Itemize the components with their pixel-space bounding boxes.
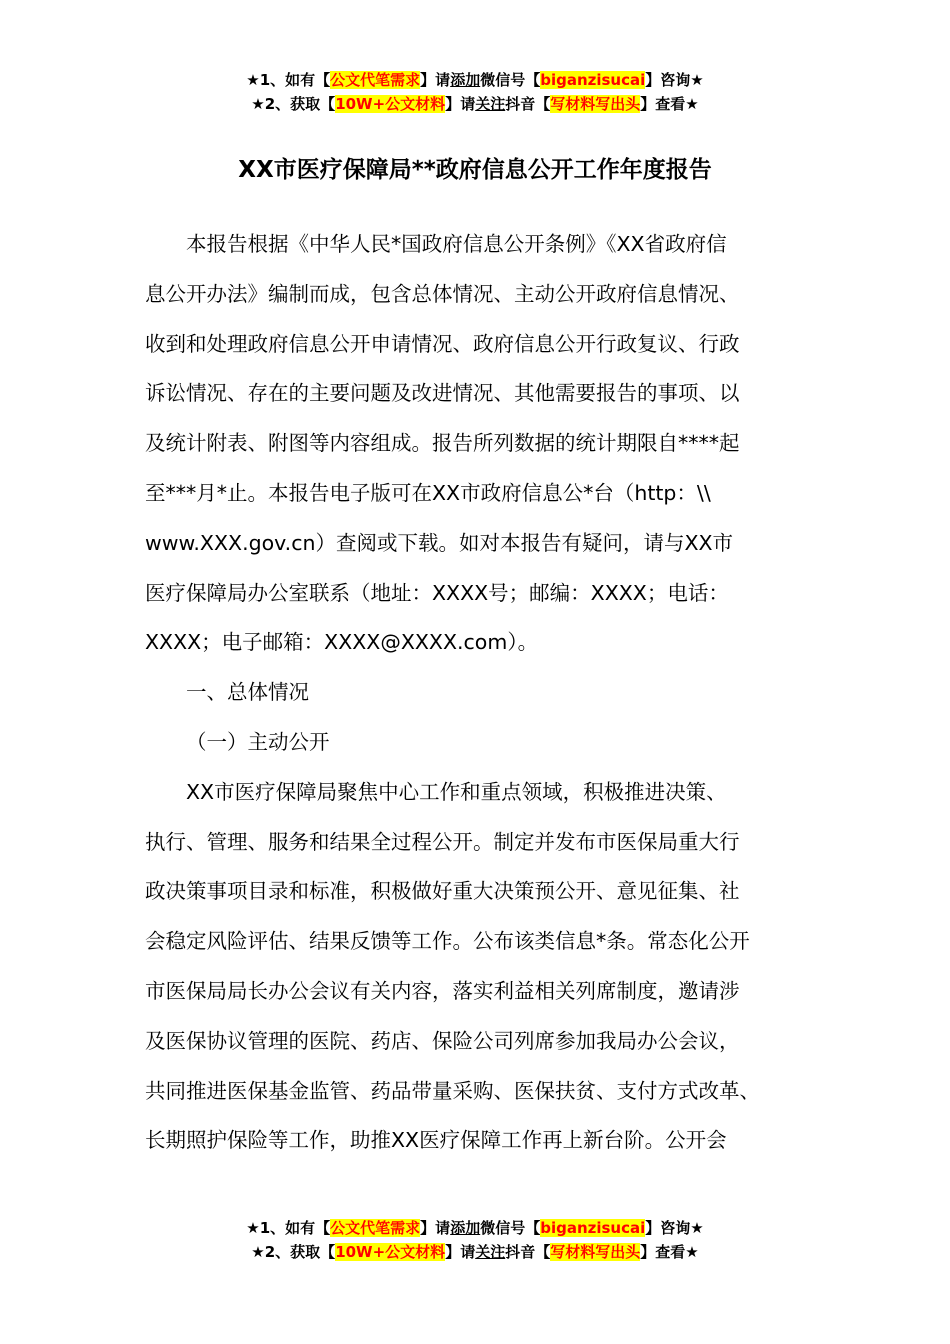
text-line: www.XXX.gov.cn）查阅或下载。如对本报告有疑问，请与XX市 [145,530,734,555]
body-paragraph [145,768,810,1166]
text-line: 市医保局局长办公会议有关内容，落实利益相关列席制度，邀请涉 [145,978,740,1003]
text-line: 执行、管理、服务和结果全过程公开。制定并发布市医保局重大行 [145,829,740,854]
banner-underline: 关注 [475,1243,506,1261]
banner-line-1 [0,68,950,92]
footer-banner [0,1216,950,1264]
header-banner [0,68,950,116]
section-heading-2: （一）主动公开 [186,729,330,754]
banner-text: 】请 [445,1243,476,1261]
banner-highlight-douyin: 写材料写出头 [550,1243,641,1261]
text-line: 诉讼情况、存在的主要问题及改进情况、其他需要报告的事项、以 [145,381,740,406]
banner-text: 抖音【 [505,1243,551,1261]
text-line: 至***月*止。本报告电子版可在XX市政府信息公*台（http：\\ [145,480,711,505]
section-heading-1: 一、总体情况 [186,680,309,705]
banner-highlight-wechat: biganzisucai [540,1219,646,1237]
banner-text: 微信号【 [480,71,541,89]
banner-highlight-wechat: biganzisucai [540,71,646,89]
banner-text: 】查看★ [640,95,699,113]
banner-line-2 [0,92,950,116]
banner-highlight-douyin: 写材料写出头 [550,95,641,113]
banner-line-2 [0,1240,950,1264]
text-line: 会稳定风险评估、结果反馈等工作。公布该类信息*条。常态化公开 [145,929,750,954]
document-title: XX市医疗保障局**政府信息公开工作年度报告 [238,157,712,183]
banner-text: ★1、如有【 [246,1219,331,1237]
text-line: 长期照护保险等工作，助推XX医疗保障工作再上新台阶。公开会 [145,1128,727,1153]
banner-text: 】请 [420,1219,451,1237]
document-body [145,220,810,1166]
banner-highlight-service: 公文代笔需求 [330,71,421,89]
banner-line-1 [0,1216,950,1240]
banner-text: ★1、如有【 [246,71,331,89]
banner-highlight-service: 公文代笔需求 [330,1219,421,1237]
text-line: 医疗保障局办公室联系（地址：XXXX号；邮编：XXXX；电话： [145,580,729,605]
banner-underline: 关注 [475,95,506,113]
banner-underline: 添加 [450,1219,481,1237]
banner-highlight-materials: 10W+公文材料 [335,1243,446,1261]
text-line: 及医保协议管理的医院、药店、保险公司列席参加我局办公会议， [145,1028,740,1053]
banner-text: 】咨询★ [645,1219,704,1237]
text-line: 共同推进医保基金监管、药品带量采购、医保扶贫、支付方式改革、 [145,1078,760,1103]
banner-highlight-materials: 10W+公文材料 [335,95,446,113]
banner-text: 】查看★ [640,1243,699,1261]
banner-text: 】请 [420,71,451,89]
text-line: 政决策事项目录和标准，积极做好重大决策预公开、意见征集、社 [145,879,740,904]
banner-text: 】请 [445,95,476,113]
intro-paragraph [145,220,810,668]
banner-text: 微信号【 [480,1219,541,1237]
banner-underline: 添加 [450,71,481,89]
banner-text: 抖音【 [505,95,551,113]
text-line: 息公开办法》编制而成，包含总体情况、主动公开政府信息情况、 [145,281,740,306]
text-line: XXXX；电子邮箱：XXXX@XXXX.com）。 [145,630,539,655]
text-line: 收到和处理政府信息公开申请情况、政府信息公开行政复议、行政 [145,331,740,356]
text-line: 及统计附表、附图等内容组成。报告所列数据的统计期限自****起 [145,431,740,456]
banner-text: ★2、获取【 [251,1243,336,1261]
banner-text: ★2、获取【 [251,95,336,113]
text-line: 本报告根据《中华人民*国政府信息公开条例》《XX省政府信 [186,232,727,256]
banner-text: 】咨询★ [645,71,704,89]
text-line: XX市医疗保障局聚焦中心工作和重点领域，积极推进决策、 [186,779,727,804]
